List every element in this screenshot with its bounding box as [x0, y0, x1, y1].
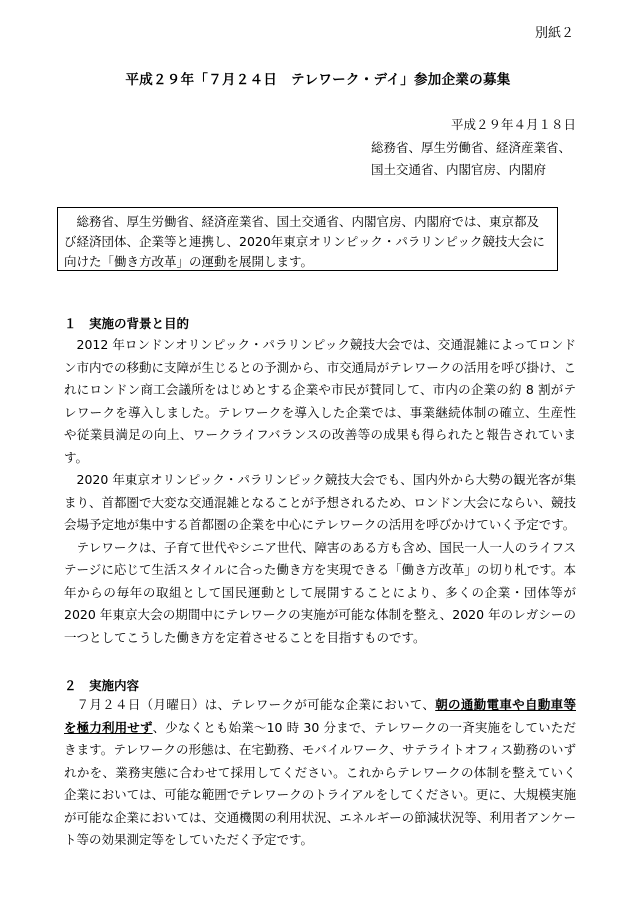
issuer-block [371, 137, 571, 181]
document-title: 平成２９年「７月２４日 テレワーク・デイ」参加企業の募集 [125, 72, 511, 88]
issuer-line: 国土交通省、内閣官房、内閣府 [371, 162, 547, 177]
summary-box: 総務省、厚生労働省、経済産業省、国土交通省、内閣官房、内閣府では、東京都及び経済団体、企業等と連携し、2020年東京オリンピック・パラリンピック競技大会に向けた「働き方改革」の運動を展開します。 [57, 207, 558, 271]
issuer-line: 総務省、厚生労働省、経済産業省、 [371, 140, 572, 155]
paragraph-rest: 、少なくとも始業～10 時 30 分まで、テレワークの一斉実施をしていただきます。テレワークの形態は、在宅勤務、モバイルワーク、サテライトオフィス勤務のいずれかを、業務実態に合わせて採用してください。これからテレワークの体制を整えていく企業においては、可能な範囲でテレワークのトライアルをしてください。更に、大規模実施が可能な企業においては、交通機関の利用状況、エネルギーの節減状況等、利用者アンケート等の効果測定等をしていただく予定です。 [64, 719, 576, 847]
section-1-paragraph: 2012 年ロンドンオリンピック・パラリンピック競技大会では、交通混雑によってロンドン市内での移動に支障が生じるとの予測から、市交通局がテレワークの活用を呼び掛け、これにロンドン商工会議所をはじめとする企業や市民が賛同して、市内の企業の約 8 割がテレワークを導入しました。テレワークを導入した企業では、事業継続体制の確立、生産性や従業員満足の向上、ワークライフバランスの改善等の成果も得られたと報告されています。 [64, 337, 576, 465]
section-1-body [64, 334, 576, 649]
section-1-heading: １ 実施の背景と目的 [64, 316, 190, 331]
paragraph-lead: ７月２４日（月曜日）は、テレワークが可能な企業において、 [76, 697, 436, 712]
issue-date: 平成２９年４月１８日 [450, 117, 576, 132]
annex-label: 別紙２ [534, 26, 574, 41]
section-2-heading: ２ 実施内容 [64, 678, 140, 693]
section-2-paragraph [64, 694, 576, 852]
section-2-body [64, 694, 576, 852]
emphasis-text: 朝の通勤電車や自動車等を極力利用せず [64, 697, 576, 735]
section-1-paragraph: 2020 年東京オリンピック・パラリンピック競技大会でも、国内外から大勢の観光客が集まり、首都圏で大変な交通混雑となることが予想されるため、ロンドン大会にならい、競技会場予定地が集中する首都圏の企業を中心にテレワークの活用を呼びかけていく予定です。 [64, 472, 577, 532]
section-1-paragraph: テレワークは、子育て世代やシニア世代、障害のある方も含め、国民一人一人のライフステージに応じて生活スタイルに合った働き方を実現できる「働き方改革」の切り札です。本年からの毎年の取組として国民運動として展開することにより、多くの企業・団体等が 2020 年東京大会の期間中にテレワークの実施が可能な体制を整え、2020 年のレガシーの一つとしてこうした働き方を定着させることを目指すものです。 [64, 539, 576, 645]
